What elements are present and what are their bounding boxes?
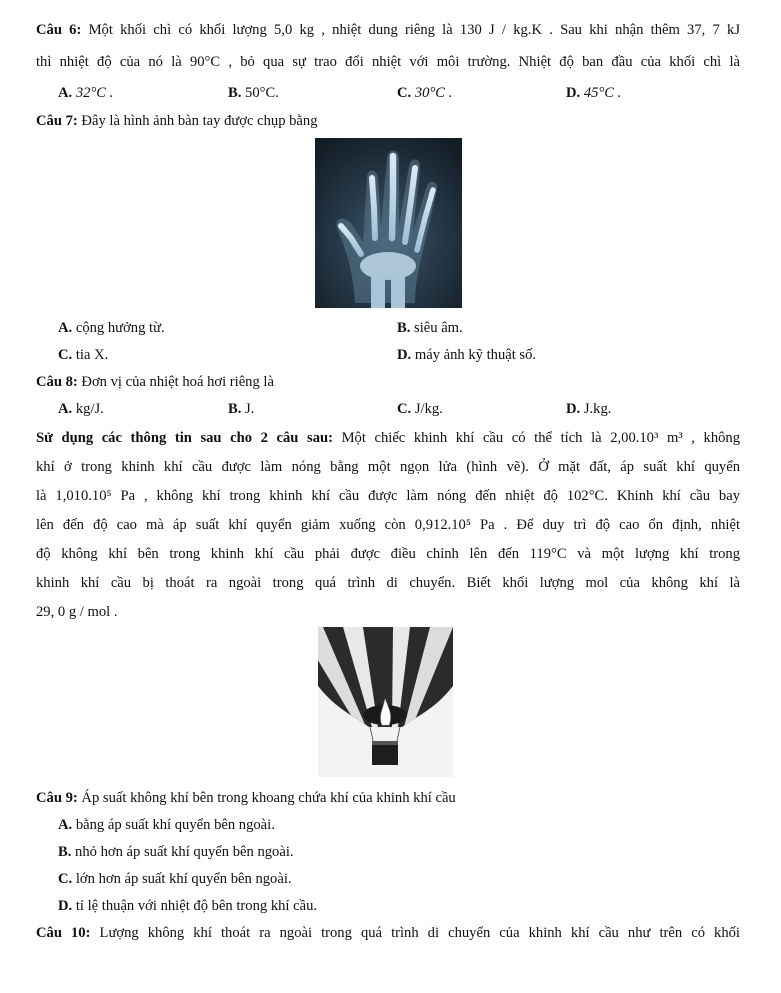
q7-label: Câu 7: <box>36 113 78 129</box>
hot-air-balloon-icon <box>318 627 453 777</box>
q9-option-a: A. bằng áp suất khí quyển bên ngoài. <box>58 817 275 833</box>
q9-label: Câu 9: <box>36 790 78 806</box>
info-line-7: 29, 0 g / mol . <box>36 604 118 620</box>
info-label: Sử dụng các thông tin sau cho 2 câu sau: <box>36 430 333 446</box>
q6-line-2: thì nhiệt độ của nó là 90°C , bỏ qua sự trao đổi nhiệt với môi trường. Nhiệt độ ban đầu của khối chì là <box>36 54 740 70</box>
info-line-5: độ không khí bên trong khinh khí cầu phải được điều chỉnh lên đến 119°C và một lượng khí trong <box>36 546 740 562</box>
q9-option-b: B. nhỏ hơn áp suất khí quyển bên ngoài. <box>58 844 294 860</box>
info-line-2: khí ở trong khinh khí cầu được làm nóng bằng một ngọn lửa (hình vẽ). Ở mặt đất, áp suất khí quyển <box>36 459 740 475</box>
info-line-4: lên đến độ cao mà áp suất khí quyển giảm xuống còn 0,912.10⁵ Pa . Để duy trì độ cao ổn định, nhiệt <box>36 517 740 533</box>
q8-option-b: B. J. <box>228 401 255 417</box>
q10-line <box>36 925 740 943</box>
q9-option-c: C. lớn hơn áp suất khí quyển bên ngoài. <box>58 871 292 887</box>
q7-line <box>36 113 740 131</box>
q7-option-a: A. cộng hưởng từ. <box>58 320 165 336</box>
q8-text: Đơn vị của nhiệt hoá hơi riêng là <box>81 374 274 390</box>
q6-line-1 <box>36 22 740 40</box>
q8-option-c: C. J/kg. <box>397 401 443 417</box>
q10-text: Lượng không khí thoát ra ngoài trong quá trình di chuyển của khinh khí cầu như trên có khối <box>99 925 740 941</box>
info-line-1: Sử dụng các thông tin sau cho 2 câu sau: Một chiếc khinh khí cầu có thể tích là 2,00.10³ m³ , không <box>36 430 740 446</box>
q8-label: Câu 8: <box>36 374 78 390</box>
q9-line <box>36 790 740 808</box>
q7-option-b: B. siêu âm. <box>397 320 463 336</box>
q7-text: Đây là hình ảnh bàn tay được chụp bằng <box>81 113 318 129</box>
q8-option-a: A. kg/J. <box>58 401 104 417</box>
q7-option-c: C. tia X. <box>58 347 109 363</box>
hot-air-balloon-image <box>318 627 453 777</box>
q6-label: Câu 6: <box>36 22 82 38</box>
q6-option-d: D. 45°C . <box>566 85 622 101</box>
q7-option-d: D. máy ảnh kỹ thuật số. <box>397 347 537 363</box>
q9-option-d: D. tỉ lệ thuận với nhiệt độ bên trong khí cầu. <box>58 898 318 914</box>
q6-text-1: Một khối chì có khối lượng 5,0 kg , nhiệt dung riêng là 130 J / kg.K . Sau khi nhận thêm 37, 7 kJ <box>88 22 741 38</box>
q8-option-d: D. J.kg. <box>566 401 612 417</box>
q6-option-b: B. 50°C. <box>228 85 279 101</box>
xray-hand-image <box>315 138 462 308</box>
q9-text: Áp suất không khí bên trong khoang chứa khí của khinh khí cầu <box>81 790 456 806</box>
xray-hand-icon <box>315 138 462 308</box>
q10-label: Câu 10: <box>36 925 91 941</box>
q6-option-a: A. 32°C . <box>58 85 114 101</box>
q6-option-c: C. 30°C . <box>397 85 453 101</box>
q8-line <box>36 374 740 392</box>
info-line-6: khinh khí cầu bị thoát ra ngoài trong quá trình di chuyển. Biết khối lượng mol của không khí là <box>36 575 740 591</box>
info-line-3: là 1,010.10⁵ Pa , không khí trong khinh khí cầu được làm nóng đến nhiệt độ 102°C. Khinh khí cầu bay <box>36 488 740 504</box>
